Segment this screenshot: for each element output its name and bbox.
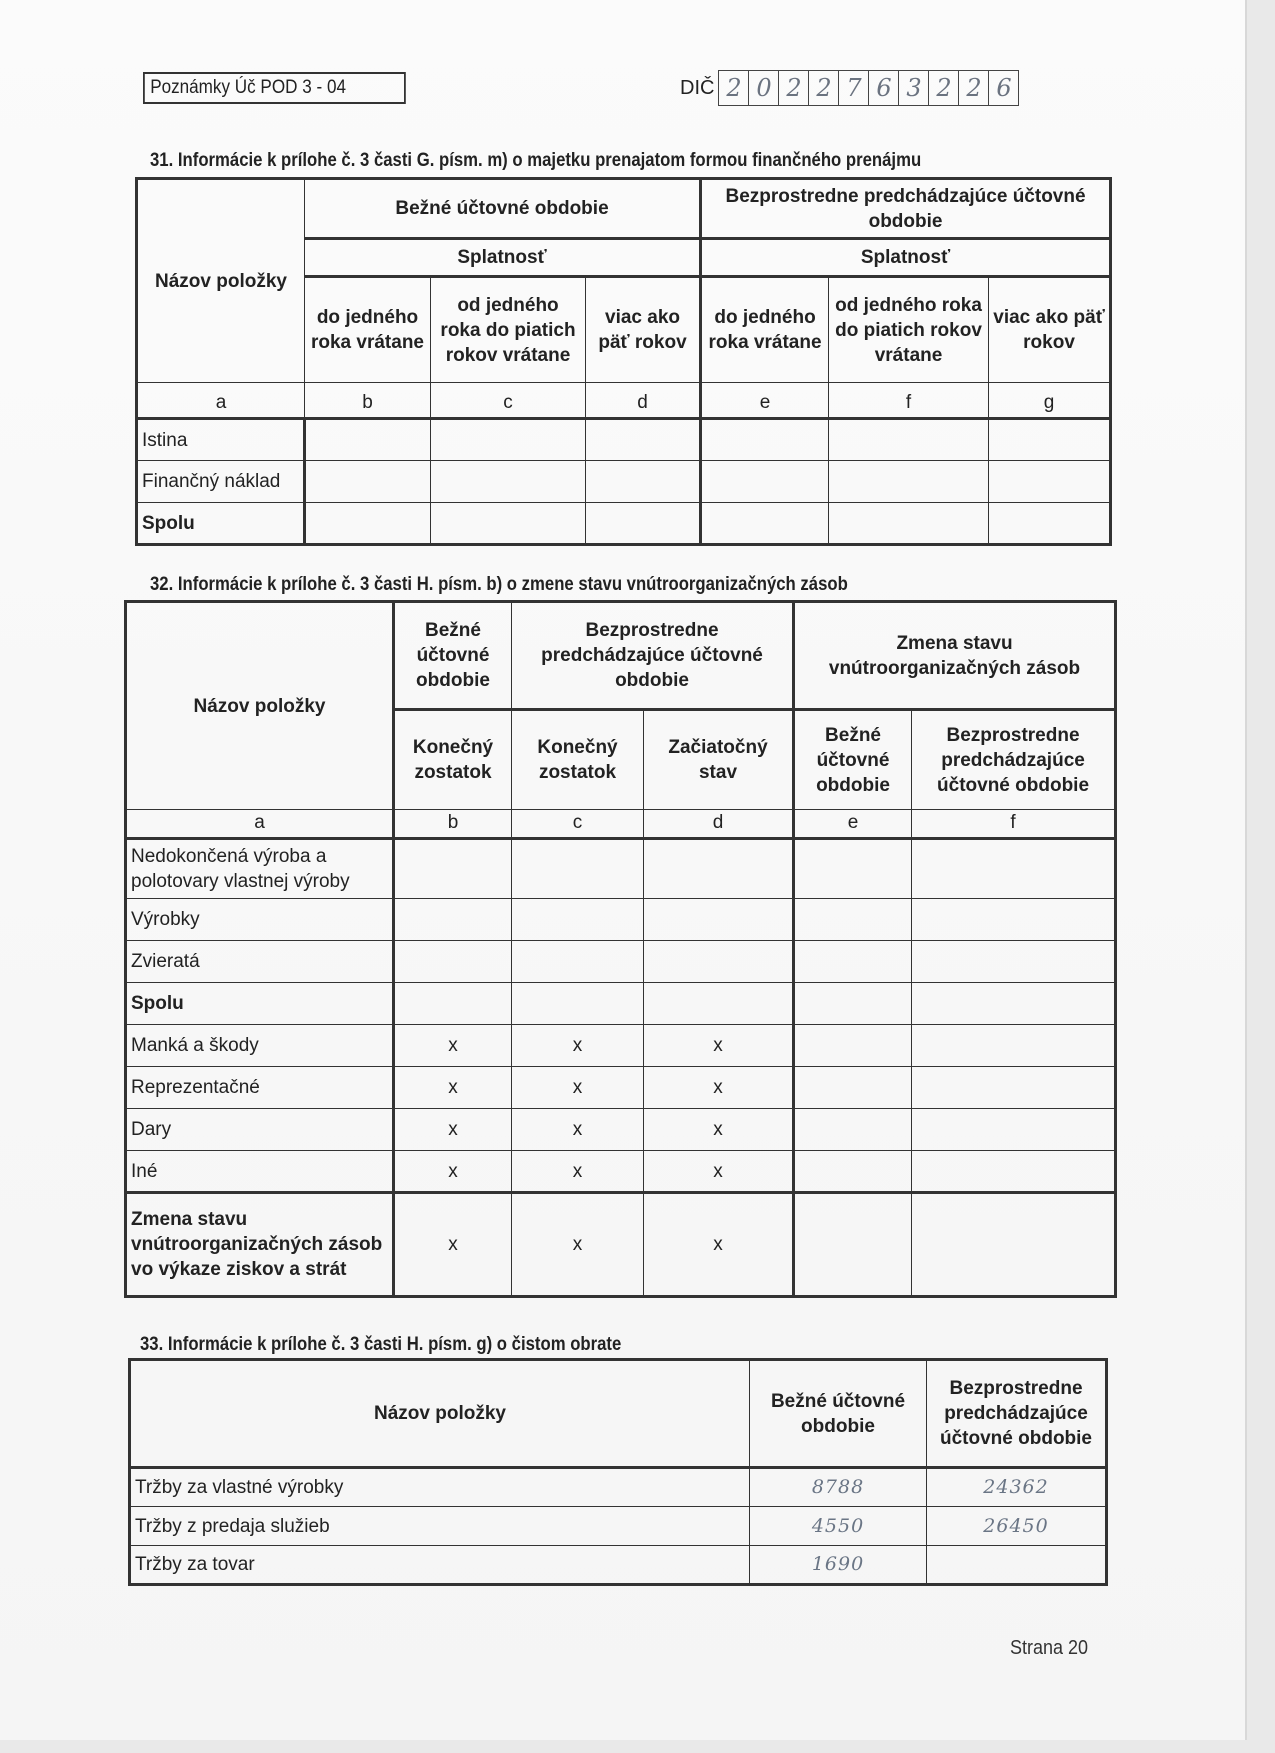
s32-letter-e: e: [794, 810, 912, 839]
s33-row-label: Tržby z predaja služieb: [130, 1507, 750, 1546]
s31-header-current: Bežné účtovné obdobie: [305, 179, 701, 239]
s31-cell[interactable]: [431, 419, 586, 461]
s32-header-name: Názov položky: [126, 602, 394, 810]
s33-header-name: Názov položky: [130, 1360, 750, 1468]
dic-label: DIČ: [680, 76, 715, 99]
s31-letter-g: g: [989, 383, 1111, 419]
s31-sub-f: od jedného roka do piatich rokov vrátane: [829, 277, 989, 383]
section-32-title: 32. Informácie k prílohe č. 3 časti H. písm. b) o zmene stavu vnútroorganizačných zásob: [150, 574, 848, 595]
s31-cell[interactable]: [305, 503, 431, 545]
s31-header-previous: Bezprostredne predchádzajúce účtovné obdobie: [701, 179, 1111, 239]
s32-cell[interactable]: [644, 899, 794, 941]
table-row: [126, 839, 1116, 899]
s31-row-label: Finančný náklad: [137, 461, 305, 503]
s32-cell[interactable]: [644, 839, 794, 899]
s32-row-label: Iné: [126, 1151, 394, 1193]
s32-cell[interactable]: [912, 839, 1116, 899]
table-row: [126, 899, 1116, 941]
s32-cell[interactable]: [512, 983, 644, 1025]
s31-cell[interactable]: [586, 503, 701, 545]
s32-cell: x: [394, 1193, 512, 1297]
s32-header-previous: Bezprostredne predchádzajúce účtovné obdobie: [512, 602, 794, 710]
s31-sub-d: viac ako päť rokov: [586, 277, 701, 383]
dic-digit[interactable]: 3: [899, 71, 929, 105]
s32-cell: x: [512, 1025, 644, 1067]
dic-field: [680, 70, 1019, 106]
s32-header-change: Zmena stavu vnútroorganizačných zásob: [794, 602, 1116, 710]
s32-cell[interactable]: [794, 1109, 912, 1151]
s31-cell[interactable]: [586, 461, 701, 503]
table-row: [137, 419, 1111, 461]
s32-cell[interactable]: [912, 941, 1116, 983]
table-row: [126, 941, 1116, 983]
dic-digit[interactable]: 7: [839, 71, 869, 105]
s32-cell: x: [512, 1067, 644, 1109]
s33-cell-previous[interactable]: 24362: [927, 1468, 1107, 1507]
s31-cell[interactable]: [586, 419, 701, 461]
form-label-box: [143, 72, 406, 104]
s32-letter-d: d: [644, 810, 794, 839]
s31-letter-a: a: [137, 383, 305, 419]
s32-row-label: Nedokončená výroba a polotovary vlastnej výroby: [126, 839, 394, 899]
dic-digit[interactable]: 6: [996, 74, 1012, 102]
s31-cell[interactable]: [989, 503, 1111, 545]
s32-cell[interactable]: [912, 1109, 1116, 1151]
s31-cell[interactable]: [829, 419, 989, 461]
table-row: [126, 1151, 1116, 1193]
s33-cell-current[interactable]: 4550: [750, 1507, 927, 1546]
s32-cell: x: [394, 1151, 512, 1193]
s33-cell-previous[interactable]: [927, 1546, 1107, 1585]
s32-cell: x: [644, 1109, 794, 1151]
s31-row-label: Istina: [137, 419, 305, 461]
s32-header-current: Bežné účtovné obdobie: [394, 602, 512, 710]
s31-cell[interactable]: [829, 503, 989, 545]
section-33-title: 33. Informácie k prílohe č. 3 časti H. písm. g) o čistom obrate: [140, 1334, 622, 1355]
section-32-table: [124, 600, 1117, 1298]
s33-header-previous: Bezprostredne predchádzajúce účtovné obdobie: [927, 1360, 1107, 1468]
s32-cell[interactable]: [912, 983, 1116, 1025]
s33-cell-current[interactable]: 8788: [750, 1468, 927, 1507]
s32-cell[interactable]: [794, 899, 912, 941]
s32-cell[interactable]: [794, 1025, 912, 1067]
s32-cell: x: [512, 1109, 644, 1151]
s31-header-name: Názov položky: [137, 179, 305, 383]
s31-sub-e: do jedného roka vrátane: [701, 277, 829, 383]
s32-cell[interactable]: [644, 941, 794, 983]
s31-row-label: Spolu: [137, 503, 305, 545]
s32-sub-d: Začiatočný stav: [644, 710, 794, 810]
s33-cell-current[interactable]: 1690: [750, 1546, 927, 1585]
s32-cell[interactable]: [512, 839, 644, 899]
s32-cell: x: [394, 1025, 512, 1067]
s32-cell: x: [644, 1025, 794, 1067]
s31-letter-f: f: [829, 383, 989, 419]
s32-row-label: Reprezentačné: [126, 1067, 394, 1109]
s32-sub-e: Bežné účtovné obdobie: [794, 710, 912, 810]
s31-maturity-current: Splatnosť: [305, 239, 701, 277]
s32-letter-c: c: [512, 810, 644, 839]
s32-row-label: Spolu: [126, 983, 394, 1025]
s32-cell[interactable]: [794, 941, 912, 983]
table-row: [137, 461, 1111, 503]
s31-letter-e: e: [701, 383, 829, 419]
table-row: [130, 1507, 1107, 1546]
s31-cell[interactable]: [431, 503, 586, 545]
s31-cell[interactable]: [701, 503, 829, 545]
s31-cell[interactable]: [701, 461, 829, 503]
s32-cell[interactable]: [394, 839, 512, 899]
dic-digit-boxes: [718, 70, 1019, 106]
s32-cell[interactable]: [794, 839, 912, 899]
dic-digit[interactable]: 2: [779, 71, 809, 105]
s32-cell: x: [394, 1067, 512, 1109]
s31-letter-d: d: [586, 383, 701, 419]
dic-digit[interactable]: 2: [959, 71, 989, 105]
s31-cell[interactable]: [989, 461, 1111, 503]
dic-digit[interactable]: 2: [719, 71, 749, 105]
s33-row-label: Tržby za vlastné výrobky: [130, 1468, 750, 1507]
s32-cell[interactable]: [644, 983, 794, 1025]
s32-letter-b: b: [394, 810, 512, 839]
s32-cell: x: [394, 1109, 512, 1151]
s32-sub-f: Bezprostredne predchádzajúce účtovné obdobie: [912, 710, 1116, 810]
table-row: [130, 1468, 1107, 1507]
s32-cell: x: [644, 1193, 794, 1297]
s32-sub-c: Konečný zostatok: [512, 710, 644, 810]
s31-cell[interactable]: [431, 461, 586, 503]
section-33-table: [128, 1358, 1108, 1586]
table-row: [137, 503, 1111, 545]
s32-row-label: Výrobky: [126, 899, 394, 941]
s32-row-label: Zmena stavu vnútroorganizačných zásob vo výkaze ziskov a strát: [126, 1193, 394, 1297]
s32-row-label: Dary: [126, 1109, 394, 1151]
s31-cell[interactable]: [305, 419, 431, 461]
dic-digit[interactable]: 0: [749, 71, 779, 105]
s32-cell[interactable]: [512, 941, 644, 983]
s32-cell[interactable]: [794, 1067, 912, 1109]
s33-row-label: Tržby za tovar: [130, 1546, 750, 1585]
s31-cell[interactable]: [701, 419, 829, 461]
table-row: [126, 1109, 1116, 1151]
s32-cell[interactable]: [512, 899, 644, 941]
dic-digit[interactable]: 2: [809, 71, 839, 105]
s32-sub-b: Konečný zostatok: [394, 710, 512, 810]
s31-sub-g: viac ako päť rokov: [989, 277, 1111, 383]
s32-cell[interactable]: [794, 983, 912, 1025]
s32-cell: x: [512, 1193, 644, 1297]
s32-cell: x: [512, 1151, 644, 1193]
s33-cell-previous[interactable]: 26450: [927, 1507, 1107, 1546]
section-31-table: [135, 177, 1112, 546]
s32-cell: x: [644, 1151, 794, 1193]
s32-row-label: Manká a škody: [126, 1025, 394, 1067]
s31-cell[interactable]: [989, 419, 1111, 461]
page-number: Strana 20: [1010, 1637, 1089, 1659]
s32-row-label: Zvieratá: [126, 941, 394, 983]
form-label: Poznámky Úč POD 3 - 04: [150, 77, 346, 98]
table-row: [126, 1025, 1116, 1067]
s32-cell[interactable]: [794, 1193, 912, 1297]
s31-letter-b: b: [305, 383, 431, 419]
s32-cell[interactable]: [912, 899, 1116, 941]
s32-cell[interactable]: [794, 1151, 912, 1193]
s32-cell[interactable]: [912, 1151, 1116, 1193]
s33-header-current: Bežné účtovné obdobie: [750, 1360, 927, 1468]
s32-cell[interactable]: [912, 1193, 1116, 1297]
s31-cell[interactable]: [305, 461, 431, 503]
s32-letter-a: a: [126, 810, 394, 839]
section-31-title: 31. Informácie k prílohe č. 3 časti G. písm. m) o majetku prenajatom formou finančného prenájmu: [150, 150, 922, 171]
table-row: [126, 1193, 1116, 1297]
dic-digit[interactable]: 2: [929, 71, 959, 105]
s32-cell[interactable]: [394, 941, 512, 983]
s32-cell[interactable]: [912, 1067, 1116, 1109]
s31-sub-b: do jedného roka vrátane: [305, 277, 431, 383]
s32-cell[interactable]: [912, 1025, 1116, 1067]
table-row: [130, 1546, 1107, 1585]
s31-cell[interactable]: [829, 461, 989, 503]
table-row: [126, 1067, 1116, 1109]
s32-cell[interactable]: [394, 899, 512, 941]
s31-sub-c: od jedného roka do piatich rokov vrátane: [431, 277, 586, 383]
s31-letter-c: c: [431, 383, 586, 419]
dic-digit[interactable]: 6: [869, 71, 899, 105]
table-row: [126, 983, 1116, 1025]
s31-maturity-previous: Splatnosť: [701, 239, 1111, 277]
s32-cell: x: [644, 1067, 794, 1109]
s32-cell[interactable]: [394, 983, 512, 1025]
s32-letter-f: f: [912, 810, 1116, 839]
